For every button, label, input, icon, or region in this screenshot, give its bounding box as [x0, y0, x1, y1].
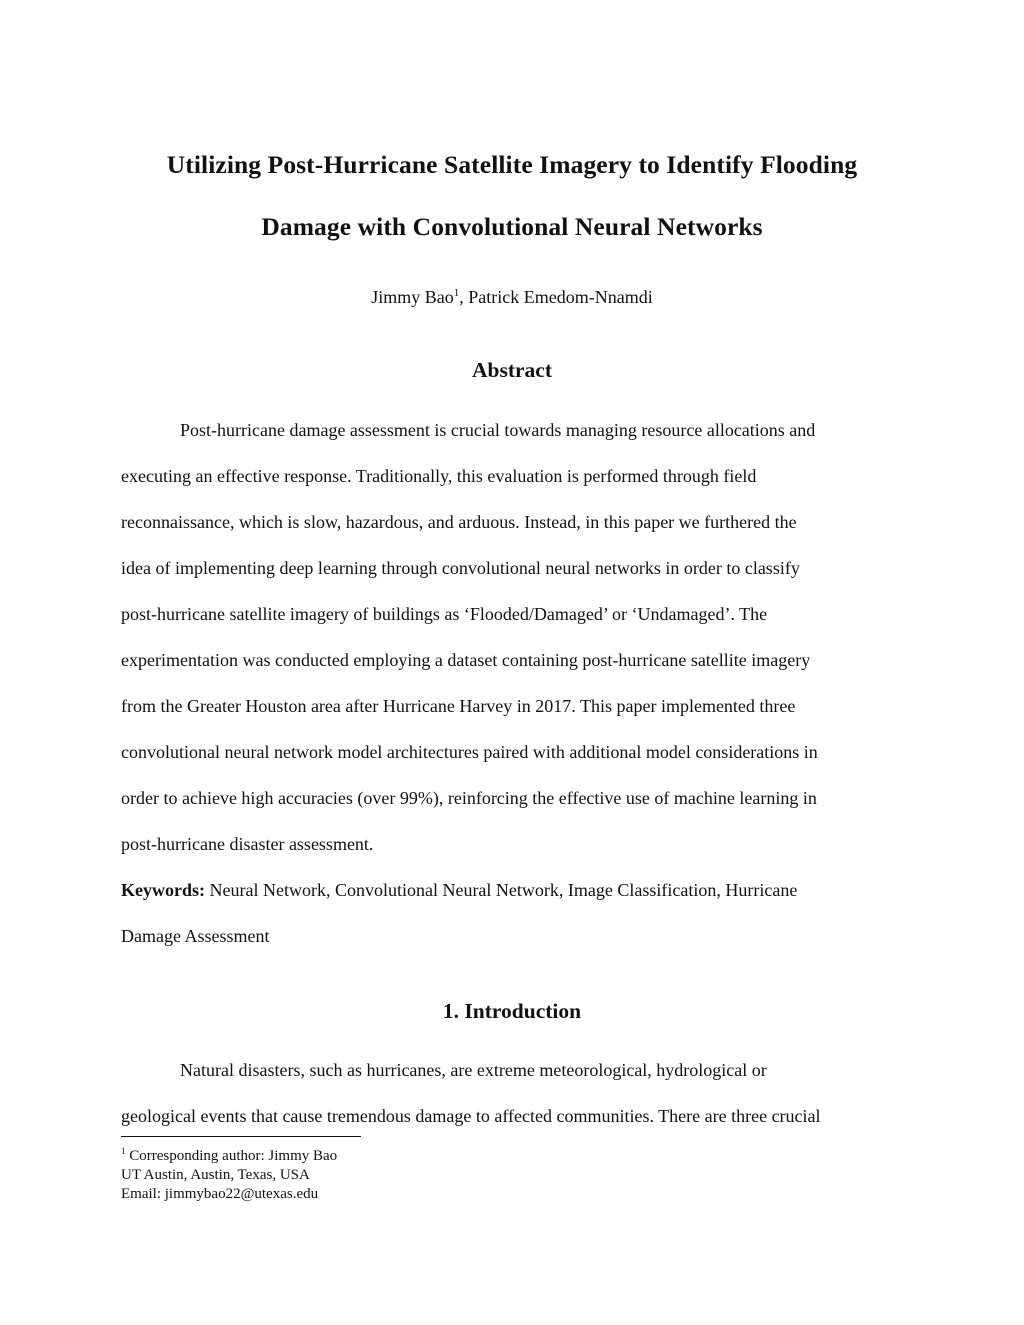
keywords-line-1 — [121, 880, 797, 901]
keywords-label: Keywords: — [121, 880, 205, 900]
footnote-affiliation: UT Austin, Austin, Texas, USA — [121, 1167, 310, 1183]
abstract-heading: Abstract — [471, 358, 552, 382]
abstract-line: order to achieve high accuracies (over 99%), reinforcing the effective use of machine learning in — [121, 788, 817, 808]
footnote-divider — [121, 1136, 361, 1137]
corresponding-author: Corresponding author: Jimmy Bao — [125, 1148, 338, 1164]
introduction-line: geological events that cause tremendous damage to affected communities. There are three crucial — [121, 1106, 821, 1126]
abstract-line: post-hurricane disaster assessment. — [121, 834, 374, 854]
paper-title-line-1: Utilizing Post-Hurricane Satellite Imagery to Identify Flooding — [166, 150, 858, 179]
introduction-heading: 1. Introduction — [442, 999, 582, 1023]
first-author-footnote-mark: 1 — [453, 287, 460, 299]
abstract-line: from the Greater Houston area after Hurricane Harvey in 2017. This paper implemented three — [121, 696, 796, 716]
paper-title-line-2: Damage with Convolutional Neural Networks — [261, 212, 763, 241]
abstract-line: executing an effective response. Traditionally, this evaluation is performed through field — [121, 466, 757, 486]
abstract-line: experimentation was conducted employing a dataset containing post-hurricane satellite imagery — [121, 650, 811, 670]
keywords-text: Neural Network, Convolutional Neural Network, Image Classification, Hurricane — [205, 880, 798, 900]
author-list — [0, 287, 1024, 308]
first-author: Jimmy Bao — [371, 287, 454, 307]
keywords-line-2: Damage Assessment — [121, 926, 270, 946]
abstract-line: reconnaissance, which is slow, hazardous, and arduous. Instead, in this paper we furthered the — [121, 512, 797, 532]
other-authors: , Patrick Emedom-Nnamdi — [459, 287, 653, 307]
footnote-mark: 1 — [121, 1146, 126, 1156]
abstract-line: idea of implementing deep learning through convolutional neural networks in order to classify — [121, 558, 800, 578]
footnote-email: Email: jimmybao22@utexas.edu — [121, 1186, 319, 1202]
introduction-line: Natural disasters, such as hurricanes, are extreme meteorological, hydrological or — [180, 1060, 767, 1080]
abstract-line: convolutional neural network model architectures paired with additional model considerations in — [121, 742, 818, 762]
abstract-line: post-hurricane satellite imagery of buildings as ‘Flooded/Damaged’ or ‘Undamaged’. The — [121, 604, 768, 624]
abstract-line: Post-hurricane damage assessment is crucial towards managing resource allocations and — [180, 420, 816, 440]
footnote-line-1 — [121, 1148, 337, 1165]
